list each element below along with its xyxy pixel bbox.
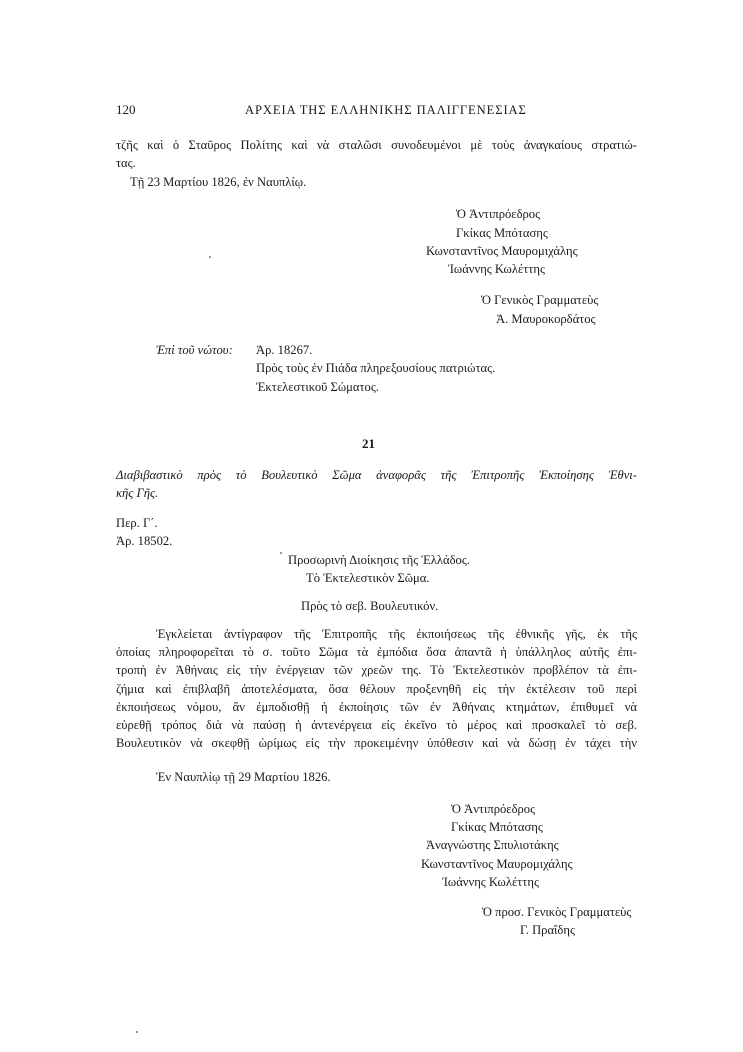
doc2-dateline: Ἐν Ναυπλίῳ τῇ 29 Μαρτίου 1826. xyxy=(156,770,331,784)
doc2-body-line-6: εὑρεθῇ τρόπος διὰ νὰ παύσῃ ἡ ἀντενέργεια εἰς ἐκεῖνο τὸ μέρος καὶ προσκαλεῖ τὸ σεβ. xyxy=(116,718,637,732)
doc1-signature-1: Ὁ Ἀντιπρόεδρος xyxy=(456,207,541,221)
doc2-body-line-5: ἐκποιήσεως νόμου, ἂν ἐμποδισθῇ ἡ ἐκποίησις τῶν ἐν Ἀθήναις κτημάτων, ἐπιθυμεῖ νὰ xyxy=(116,700,637,714)
scan-speck xyxy=(209,256,211,258)
doc1-secretary-title: Ὁ Γενικὸς Γραμματεὺς xyxy=(481,293,599,307)
running-title: ΑΡΧΕΙΑ ΤΗΣ ΕΛΛΗΝΙΚΗΣ ΠΑΛΙΓΓΕΝΕΣΙΑΣ xyxy=(245,103,527,117)
doc2-body-line-7: Βουλευτικὸν νὰ σκεφθῇ ὡρίμως εἰς τὴν προκειμένην ὑπόθεσιν καὶ νὰ δώσῃ ἐν τάχει τὴν xyxy=(116,736,637,750)
doc2-authority-1: Προσωρινὴ Διοίκησις τῆς Ἑλλάδος. xyxy=(288,553,470,567)
doc2-title-line-1: Διαβιβαστικὸ πρὸς τὸ Βουλευτικὸ Σῶμα ἀναφορᾶς τῆς Ἐπιτροπῆς Ἐκποίησης Ἐθνι- xyxy=(116,468,637,482)
doc2-secretary-name: Γ. Πραΐδης xyxy=(520,923,575,937)
doc1-body-line-2: τας. xyxy=(116,156,136,170)
scan-speck xyxy=(280,552,282,554)
doc2-signature-1: Ὁ Ἀντιπρόεδρος xyxy=(451,802,536,816)
doc1-signature-2: Γκίκας Μπότασης xyxy=(456,226,548,240)
doc1-verso-label: Ἐπὶ τοῦ νώτου: xyxy=(156,343,233,357)
doc2-body-line-4: ζήμια καὶ ἐπιβλαβῆ ἀποτελέσματα, ὅσα θέλουν προξενηθῆ εἰς τὴν ἐκτέλεσιν τοῦ περὶ xyxy=(116,682,637,696)
doc2-reference-2: Ἀρ. 18502. xyxy=(116,534,173,548)
doc2-signature-5: Ἰωάννης Κωλέττης xyxy=(442,875,539,889)
scan-speck xyxy=(136,1031,138,1033)
doc2-addressee: Πρὸς τὸ σεβ. Βουλευτικόν. xyxy=(301,599,439,613)
doc2-signature-4: Κωνσταντῖνος Μαυρομιχάλης xyxy=(421,857,573,871)
doc1-verso-line-1: Ἀρ. 18267. xyxy=(256,343,313,357)
doc1-verso-line-3: Ἐκτελεστικοῦ Σώματος. xyxy=(256,380,379,394)
doc1-signature-4: Ἰωάννης Κωλέττης xyxy=(448,262,545,276)
doc2-reference-1: Περ. Γ΄. xyxy=(116,516,158,530)
doc1-verso-line-2: Πρὸς τοὺς ἐν Πιάδα πληρεξουσίους πατριώτας. xyxy=(256,361,496,375)
doc2-number: 21 xyxy=(362,436,375,451)
doc2-body-line-3: τροπὴ ἐν Ἀθήναις εἰς τὴν ἐνέργειαν τῶν χρεῶν της. Τὸ Ἐκτελεστικὸν προβλέπον τὰ ἐπι- xyxy=(116,663,637,677)
page-number: 120 xyxy=(116,102,136,117)
doc1-secretary-name: Ἀ. Μαυροκορδάτος xyxy=(496,312,596,326)
doc2-authority-2: Τὸ Ἐκτελεστικὸν Σῶμα. xyxy=(306,571,430,585)
doc1-body-line-1: τζῆς καὶ ὁ Σταῦρος Πολίτης καὶ νὰ σταλῶσι συνοδευμένοι μὲ τοὺς ἀναγκαίους στρατιώ- xyxy=(116,138,637,152)
doc2-title-line-2: κῆς Γῆς. xyxy=(116,486,159,500)
doc2-secretary-title: Ὁ προσ. Γενικὸς Γραμματεὺς xyxy=(482,905,632,919)
doc1-signature-3: Κωνσταντῖνος Μαυρομιχάλης xyxy=(426,244,578,258)
doc1-dateline: Τῇ 23 Μαρτίου 1826, ἐν Ναυπλίῳ. xyxy=(130,175,307,189)
doc2-body-line-1: Ἐγκλείεται ἀντίγραφον τῆς Ἐπιτροπῆς τῆς ἐκποιήσεως τῆς ἐθνικῆς γῆς, ἐκ τῆς xyxy=(156,627,637,641)
doc2-body-line-2: ὁποίας πληροφορεῖται τὸ σ. τοῦτο Σῶμα τὰ ἐμπόδια ὅσα ἀπαντᾶ ἡ ὑπάλληλος αὐτῆς ἐπι- xyxy=(116,645,637,659)
doc2-signature-3: Ἀναγνώστης Σπυλιοτάκης xyxy=(426,838,559,852)
doc2-signature-2: Γκίκας Μπότασης xyxy=(451,820,543,834)
